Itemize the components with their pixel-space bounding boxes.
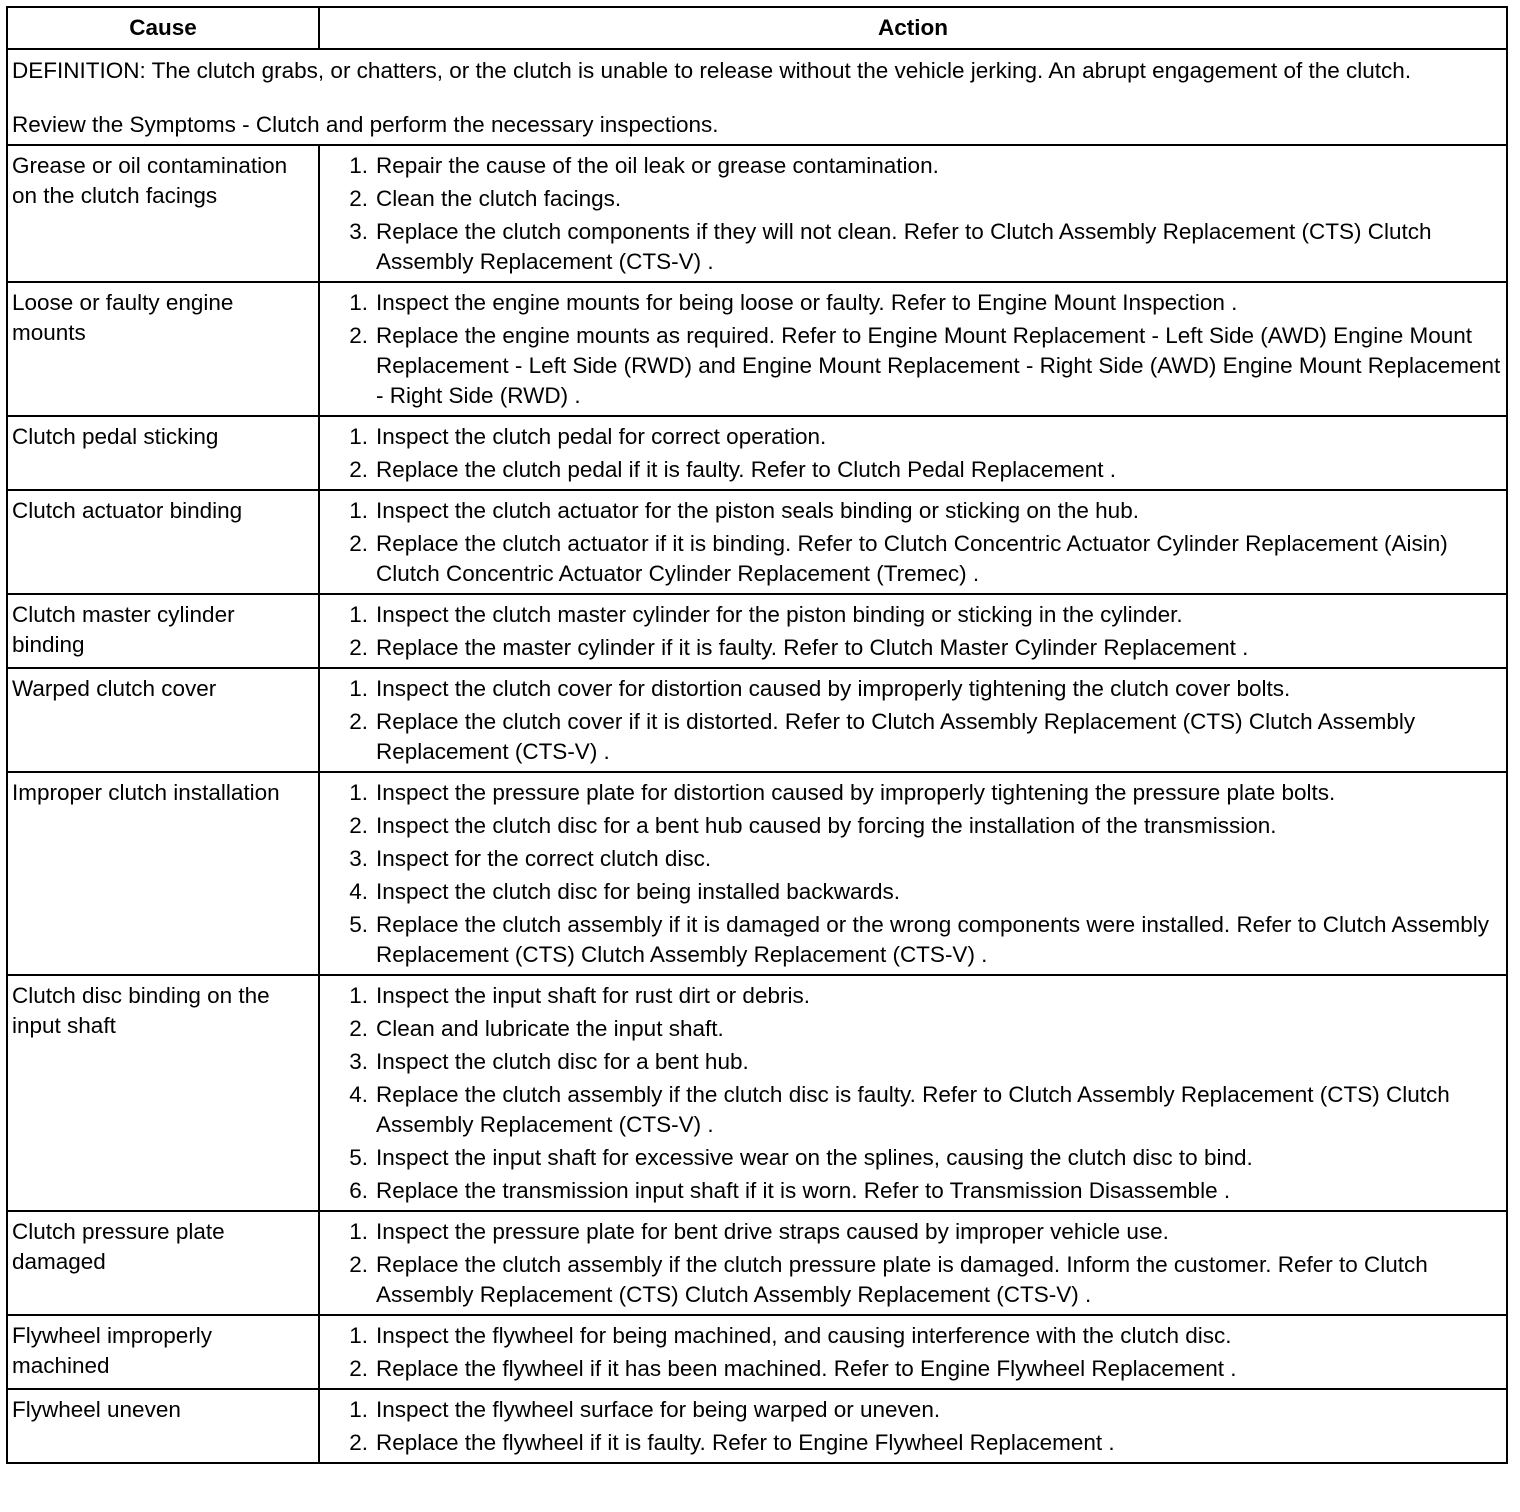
action-steps-list: [338, 151, 1502, 277]
step-text: Clean the clutch facings.: [376, 186, 622, 211]
action-step: [338, 455, 1502, 485]
action-cell: [319, 1211, 1507, 1315]
step-number: 1 .: [338, 778, 368, 808]
cause-cell: Grease or oil contamination on the clutch facings: [7, 145, 319, 282]
step-text: Inspect the clutch actuator for the piston seals binding or sticking on the hub.: [376, 498, 1139, 523]
action-step: [338, 1354, 1502, 1384]
step-number: 2 .: [338, 321, 368, 351]
step-text: Inspect the flywheel for being machined, and causing interference with the clutch disc.: [376, 1323, 1232, 1348]
cause-column-header: Cause: [7, 7, 319, 49]
action-step: [338, 1428, 1502, 1458]
step-number: 4 .: [338, 1080, 368, 1110]
action-cell: [319, 1389, 1507, 1463]
action-cell: [319, 416, 1507, 490]
action-step: [338, 877, 1502, 907]
action-steps-list: [338, 600, 1502, 663]
step-number: 3 .: [338, 1047, 368, 1077]
action-steps-list: [338, 288, 1502, 411]
action-step: [338, 1250, 1502, 1310]
step-text: Inspect the flywheel surface for being warped or uneven.: [376, 1397, 941, 1422]
diagnostic-table-container: [6, 6, 1506, 1464]
action-column-header: Action: [319, 7, 1507, 49]
action-steps-list: [338, 674, 1502, 767]
action-steps-list: [338, 422, 1502, 485]
step-text: Clean and lubricate the input shaft.: [376, 1016, 724, 1041]
step-text: Repair the cause of the oil leak or grease contamination.: [376, 153, 939, 178]
step-text: Replace the master cylinder if it is faulty. Refer to Clutch Master Cylinder Replacement .: [376, 635, 1249, 660]
action-step: [338, 778, 1502, 808]
action-step: [338, 1014, 1502, 1044]
step-number: 5 .: [338, 1143, 368, 1173]
cause-cell: Clutch pressure plate damaged: [7, 1211, 319, 1315]
action-step: [338, 600, 1502, 630]
step-text: Replace the clutch assembly if it is damaged or the wrong components were installed. Refer to Clutch Assembly Replacement (CTS) Clutch Assembly Replacement (CTS-V) .: [376, 912, 1490, 967]
action-cell: [319, 145, 1507, 282]
action-cell: [319, 594, 1507, 668]
table-row: [7, 772, 1507, 975]
step-number: 1 .: [338, 1321, 368, 1351]
step-number: 2 .: [338, 1428, 368, 1458]
cause-cell: Clutch disc binding on the input shaft: [7, 975, 319, 1211]
action-step: [338, 707, 1502, 767]
step-number: 1 .: [338, 674, 368, 704]
step-number: 2 .: [338, 1354, 368, 1384]
action-step: [338, 217, 1502, 277]
definition-cell: [7, 49, 1507, 145]
action-step: [338, 1395, 1502, 1425]
step-text: Inspect for the correct clutch disc.: [376, 846, 712, 871]
action-step: [338, 184, 1502, 214]
action-steps-list: [338, 1395, 1502, 1458]
table-header-row: [7, 7, 1507, 49]
action-step: [338, 529, 1502, 589]
step-number: 1 .: [338, 496, 368, 526]
step-text: Replace the engine mounts as required. Refer to Engine Mount Replacement - Left Side (AWD) Engine Mount Replacement - Left Side (RWD) and Engine Mount Replacement - Right Side (AWD) Engine Mount Replacement - Right Side (RWD) .: [376, 323, 1501, 408]
table-row: [7, 416, 1507, 490]
action-step: [338, 321, 1502, 411]
table-row: [7, 1211, 1507, 1315]
step-text: Inspect the engine mounts for being loose or faulty. Refer to Engine Mount Inspection .: [376, 290, 1238, 315]
action-step: [338, 1217, 1502, 1247]
step-text: Inspect the input shaft for rust dirt or debris.: [376, 983, 810, 1008]
step-text: Replace the transmission input shaft if it is worn. Refer to Transmission Disassemble .: [376, 1178, 1231, 1203]
step-number: 1 .: [338, 981, 368, 1011]
step-number: 1 .: [338, 151, 368, 181]
cause-cell: Clutch actuator binding: [7, 490, 319, 594]
action-steps-list: [338, 496, 1502, 589]
step-text: Replace the clutch components if they will not clean. Refer to Clutch Assembly Replacement (CTS) Clutch Assembly Replacement (CTS-V) .: [376, 219, 1432, 274]
action-steps-list: [338, 981, 1502, 1206]
table-row: [7, 1389, 1507, 1463]
step-text: Replace the clutch assembly if the clutch pressure plate is damaged. Inform the customer. Refer to Clutch Assembly Replacement (CTS) Clutch Assembly Replacement (CTS-V) .: [376, 1252, 1428, 1307]
action-step: [338, 1143, 1502, 1173]
action-step: [338, 288, 1502, 318]
step-text: Replace the clutch cover if it is distorted. Refer to Clutch Assembly Replacement (CTS) Clutch Assembly Replacement (CTS-V) .: [376, 709, 1416, 764]
table-row: [7, 668, 1507, 772]
cause-cell: Loose or faulty engine mounts: [7, 282, 319, 416]
action-step: [338, 422, 1502, 452]
step-number: 2 .: [338, 1014, 368, 1044]
table-row: [7, 282, 1507, 416]
step-number: 6 .: [338, 1176, 368, 1206]
table-row: [7, 1315, 1507, 1389]
table-row: [7, 594, 1507, 668]
action-step: [338, 674, 1502, 704]
step-number: 1 .: [338, 600, 368, 630]
step-text: Inspect the clutch cover for distortion caused by improperly tightening the clutch cover bolts.: [376, 676, 1291, 701]
step-number: 4 .: [338, 877, 368, 907]
action-step: [338, 1080, 1502, 1140]
step-text: Replace the clutch pedal if it is faulty. Refer to Clutch Pedal Replacement .: [376, 457, 1116, 482]
action-cell: [319, 490, 1507, 594]
step-number: 1 .: [338, 1395, 368, 1425]
step-number: 5 .: [338, 910, 368, 940]
cause-cell: Flywheel uneven: [7, 1389, 319, 1463]
step-text: Replace the clutch actuator if it is binding. Refer to Clutch Concentric Actuator Cylinder Replacement (Aisin) Clutch Concentric Actuator Cylinder Replacement (Tremec) .: [376, 531, 1448, 586]
step-text: Inspect the pressure plate for bent drive straps caused by improper vehicle use.: [376, 1219, 1169, 1244]
action-step: [338, 1176, 1502, 1206]
step-number: 2 .: [338, 184, 368, 214]
cause-cell: Clutch master cylinder binding: [7, 594, 319, 668]
step-number: 1 .: [338, 1217, 368, 1247]
step-text: Inspect the clutch master cylinder for the piston binding or sticking in the cylinder.: [376, 602, 1183, 627]
step-text: Replace the flywheel if it has been machined. Refer to Engine Flywheel Replacement .: [376, 1356, 1237, 1381]
step-number: 2 .: [338, 707, 368, 737]
step-number: 1 .: [338, 422, 368, 452]
table-row: [7, 975, 1507, 1211]
action-step: [338, 633, 1502, 663]
step-text: Inspect the clutch pedal for correct operation.: [376, 424, 827, 449]
cause-cell: Clutch pedal sticking: [7, 416, 319, 490]
step-text: Replace the clutch assembly if the clutch disc is faulty. Refer to Clutch Assembly Replacement (CTS) Clutch Assembly Replacement (CTS-V) .: [376, 1082, 1450, 1137]
step-text: Inspect the pressure plate for distortion caused by improperly tightening the pressure plate bolts.: [376, 780, 1336, 805]
step-number: 3 .: [338, 217, 368, 247]
step-number: 3 .: [338, 844, 368, 874]
action-steps-list: [338, 1217, 1502, 1310]
step-text: Inspect the input shaft for excessive wear on the splines, causing the clutch disc to bind.: [376, 1145, 1253, 1170]
action-step: [338, 981, 1502, 1011]
action-cell: [319, 1315, 1507, 1389]
action-step: [338, 1321, 1502, 1351]
step-number: 2 .: [338, 633, 368, 663]
step-text: Inspect the clutch disc for being installed backwards.: [376, 879, 901, 904]
step-text: Replace the flywheel if it is faulty. Refer to Engine Flywheel Replacement .: [376, 1430, 1115, 1455]
action-step: [338, 844, 1502, 874]
action-cell: [319, 668, 1507, 772]
definition-note: Review the Symptoms - Clutch and perform the necessary inspections.: [12, 112, 719, 137]
action-step: [338, 1047, 1502, 1077]
step-number: 1 .: [338, 288, 368, 318]
step-number: 2 .: [338, 811, 368, 841]
table-row: [7, 145, 1507, 282]
step-number: 2 .: [338, 1250, 368, 1280]
step-text: Inspect the clutch disc for a bent hub caused by forcing the installation of the transmission.: [376, 813, 1277, 838]
table-row: [7, 490, 1507, 594]
action-step: [338, 910, 1502, 970]
step-number: 2 .: [338, 455, 368, 485]
action-steps-list: [338, 1321, 1502, 1384]
action-step: [338, 496, 1502, 526]
cause-cell: Improper clutch installation: [7, 772, 319, 975]
cause-cell: Warped clutch cover: [7, 668, 319, 772]
definition-text: DEFINITION: The clutch grabs, or chatters, or the clutch is unable to release without the vehicle jerking. An abrupt engagement of the clutch.: [12, 58, 1412, 83]
diagnostic-table: [6, 6, 1508, 1464]
step-number: 2 .: [338, 529, 368, 559]
action-cell: [319, 282, 1507, 416]
action-step: [338, 811, 1502, 841]
cause-cell: Flywheel improperly machined: [7, 1315, 319, 1389]
definition-row: [7, 49, 1507, 145]
action-steps-list: [338, 778, 1502, 970]
action-cell: [319, 772, 1507, 975]
step-text: Inspect the clutch disc for a bent hub.: [376, 1049, 749, 1074]
action-step: [338, 151, 1502, 181]
action-cell: [319, 975, 1507, 1211]
